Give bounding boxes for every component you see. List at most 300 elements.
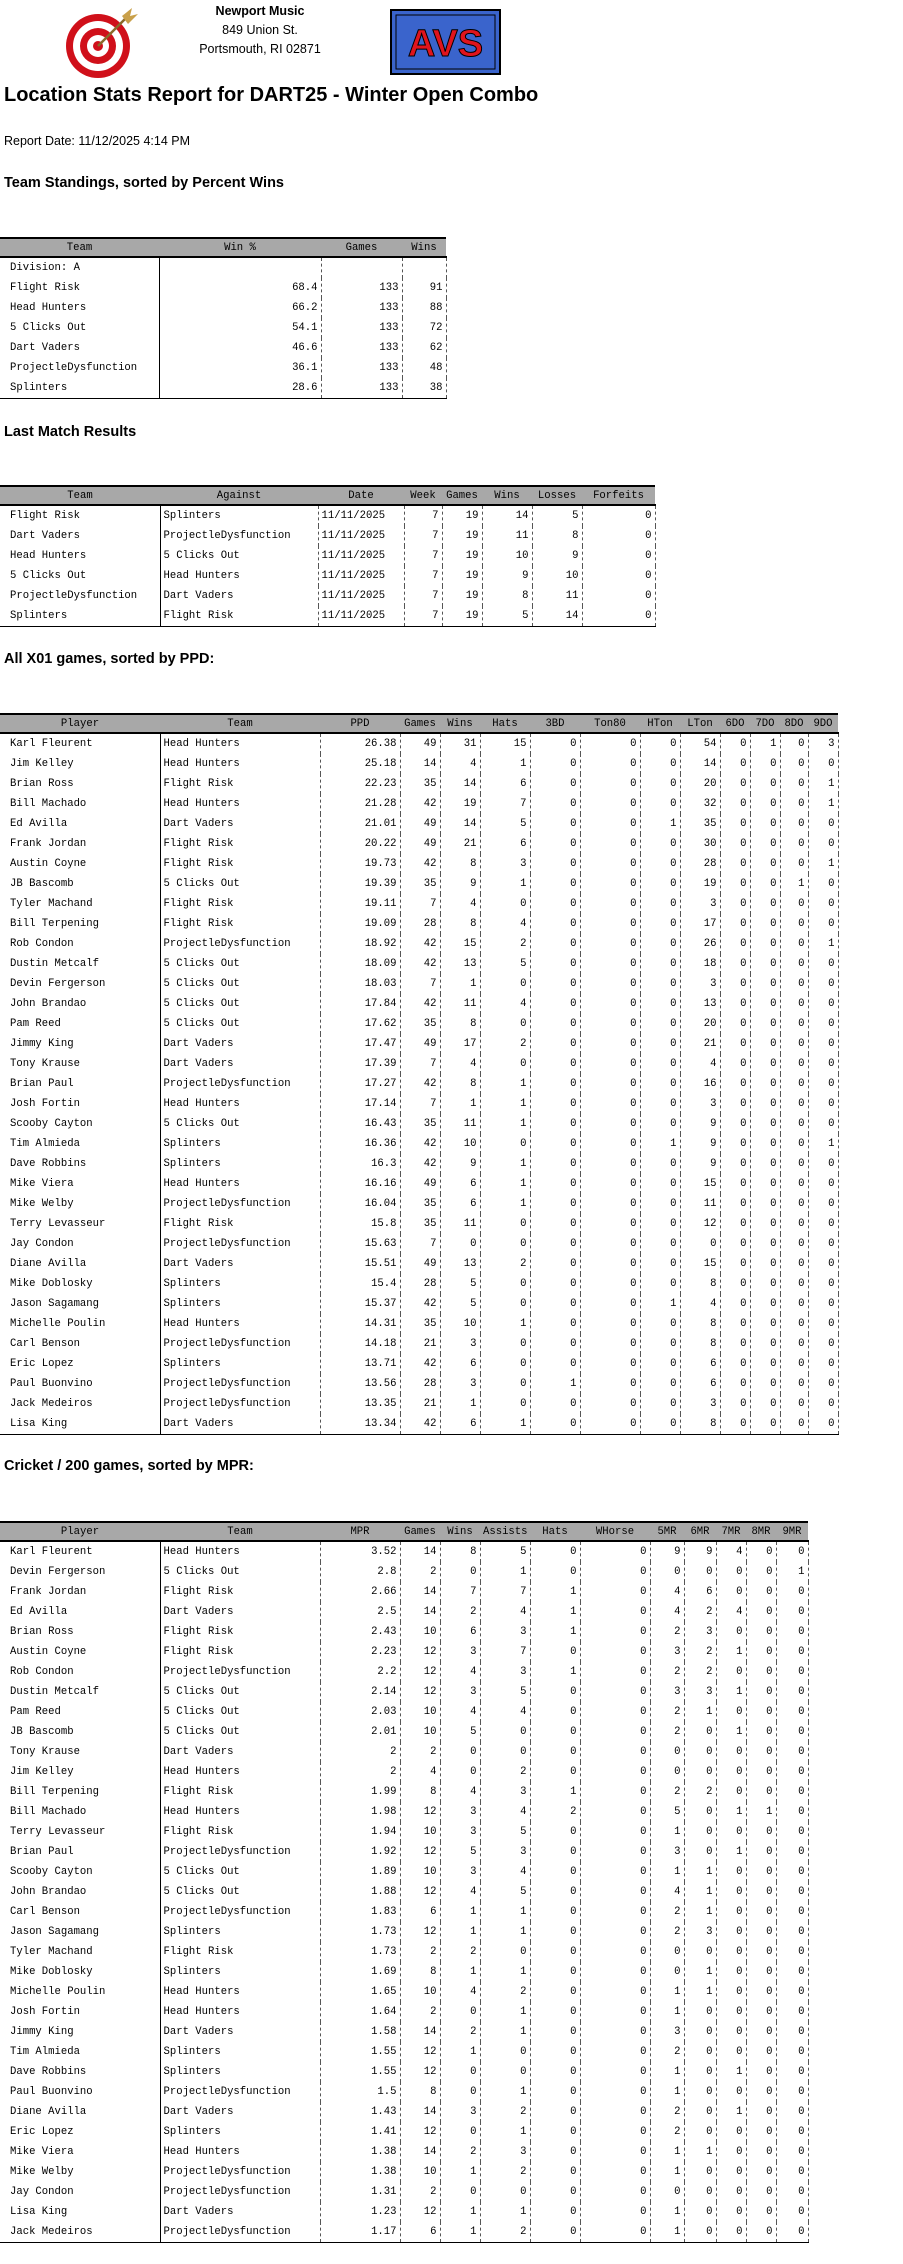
last-match-header-against: Against [160,486,318,505]
cell-8do: 0 [780,914,808,934]
cell-mpr: 1.64 [320,2002,400,2022]
cell-6do: 0 [720,1214,750,1234]
cell-6mr: 0 [684,2102,716,2122]
cell-8do: 0 [780,733,808,754]
x01-header-3bd: 3BD [530,714,580,733]
cell-5mr: 1 [650,1822,684,1842]
cell-games: 42 [400,934,440,954]
cell-wins: 4 [440,1662,480,1682]
cell-hats: 0 [480,1214,530,1234]
cell-wins: 5 [482,606,532,627]
cell-3bd: 0 [530,754,580,774]
cell-6do: 0 [720,754,750,774]
table-row [0,1842,808,1862]
cell-mpr: 2 [320,1742,400,1762]
cell-whorse: 0 [580,1802,650,1822]
cell-week: 7 [404,586,442,606]
table-row [0,1982,808,2002]
cell-lton: 28 [680,854,720,874]
cell-whorse: 0 [580,2022,650,2042]
cell-8mr: 0 [746,1582,776,1602]
cell-6mr: 0 [684,2062,716,2082]
cell-lton: 20 [680,1014,720,1034]
cell-3bd: 0 [530,1034,580,1054]
cell-hton: 0 [640,1374,680,1394]
cell-wins: 3 [440,1334,480,1354]
cell-7do: 0 [750,1314,780,1334]
cell-3bd: 0 [530,1094,580,1114]
cell-8mr: 1 [746,1802,776,1822]
table-row [0,1254,838,1274]
division-empty-cell [321,257,402,278]
cell-whorse: 0 [580,2042,650,2062]
cell-9do: 0 [808,914,838,934]
table-row [0,1902,808,1922]
cell-games: 14 [400,1541,440,1562]
table-row [0,934,838,954]
cell-assists: 0 [480,1722,530,1742]
cell-hats: 0 [530,2222,580,2243]
cell-5mr: 1 [650,2142,684,2162]
cell-team: Dart Vaders [160,1602,320,1622]
cell-team: Splinters [160,2122,320,2142]
cell-games: 14 [400,2102,440,2122]
cell-6mr: 0 [684,2042,716,2062]
cell-wins: 2 [440,1942,480,1962]
cell-7do: 0 [750,954,780,974]
cell-games: 10 [400,1982,440,2002]
cell-8do: 0 [780,1034,808,1054]
cell-wins: 6 [440,1194,480,1214]
cell-6do: 0 [720,1354,750,1374]
cell-lton: 19 [680,874,720,894]
cell-mpr: 1.69 [320,1962,400,1982]
cell-ton80: 0 [580,1274,640,1294]
cell-6do: 0 [720,834,750,854]
table-row [0,994,838,1014]
cell-week: 7 [404,526,442,546]
cell-wins: 1 [440,2162,480,2182]
cell-lton: 0 [680,1234,720,1254]
cell-7mr: 0 [716,1782,746,1802]
cell-hton: 0 [640,1154,680,1174]
cell-mpr: 2 [320,1762,400,1782]
cell-8mr: 0 [746,2122,776,2142]
cell-mpr: 1.5 [320,2082,400,2102]
cell-hats: 0 [530,1882,580,1902]
cell-mpr: 2.8 [320,1562,400,1582]
cell-wins: 1 [440,2202,480,2222]
cell-assists: 5 [480,1682,530,1702]
cell-3bd: 0 [530,1354,580,1374]
table-row [0,1582,808,1602]
cell-9do: 1 [808,934,838,954]
cell-3bd: 0 [530,733,580,754]
cell-8mr: 0 [746,1562,776,1582]
cell-8do: 0 [780,1414,808,1435]
cell-against: ProjectleDysfunction [160,526,318,546]
cell-team: 5 Clicks Out [160,1702,320,1722]
cell-wins: 8 [440,914,480,934]
cell-6mr: 0 [684,2202,716,2222]
cell-8mr: 0 [746,1762,776,1782]
cell-8mr: 0 [746,2002,776,2022]
table-row [0,954,838,974]
cell-games: 12 [400,2042,440,2062]
cell-9mr: 0 [776,2182,808,2202]
cell-wins: 14 [440,814,480,834]
cell-lton: 35 [680,814,720,834]
cricket-header-team: Team [160,1522,320,1541]
cell-wins: 5 [440,1722,480,1742]
cell-9mr: 0 [776,1622,808,1642]
cell-6do: 0 [720,994,750,1014]
cell-5mr: 3 [650,1682,684,1702]
cell-games: 19 [442,606,482,627]
cell-player: Mike Welby [0,2162,160,2182]
cell-3bd: 0 [530,814,580,834]
cell-player: Tyler Machand [0,1942,160,1962]
cell-games: 14 [400,1602,440,1622]
cell-ppd: 22.23 [320,774,400,794]
table-row [0,1762,808,1782]
cell-games: 35 [400,1114,440,1134]
table-row [0,1622,808,1642]
cell-9do: 0 [808,1294,838,1314]
cell-wins: 11 [440,994,480,1014]
table-row [0,1354,838,1374]
cell-ton80: 0 [580,914,640,934]
cell-5mr: 0 [650,2182,684,2202]
cell-6do: 0 [720,934,750,954]
cell-whorse: 0 [580,2142,650,2162]
cell-ppd: 25.18 [320,754,400,774]
cell-6do: 0 [720,1014,750,1034]
cell-3bd: 0 [530,774,580,794]
cell-3bd: 0 [530,1134,580,1154]
cell-5mr: 0 [650,1962,684,1982]
cell-hats: 15 [480,733,530,754]
cell-9mr: 0 [776,1782,808,1802]
cell-team: Flight Risk [160,774,320,794]
cell-wins: 1 [440,2222,480,2243]
cell-games: 12 [400,1802,440,1822]
cell-player: Dave Robbins [0,1154,160,1174]
cell-games: 19 [442,505,482,526]
cell-player: Bill Terpening [0,914,160,934]
cell-team: ProjectleDysfunction [160,1394,320,1414]
cell-hton: 0 [640,1334,680,1354]
cell-wins: 0 [440,2122,480,2142]
cell-player: Bill Machado [0,1802,160,1822]
cell-whorse: 0 [580,1902,650,1922]
cell-lton: 17 [680,914,720,934]
division-empty-cell [402,257,446,278]
cell-mpr: 2.01 [320,1722,400,1742]
cell-3bd: 0 [530,1414,580,1435]
cell-wins: 21 [440,834,480,854]
cell-assists: 1 [480,2022,530,2042]
cell-team: ProjectleDysfunction [160,2222,320,2243]
cell-mpr: 3.52 [320,1541,400,1562]
cell-3bd: 0 [530,894,580,914]
cell-games: 49 [400,1174,440,1194]
cell-team: Flight Risk [160,1822,320,1842]
cell-hton: 0 [640,994,680,1014]
cell-ppd: 14.31 [320,1314,400,1334]
cell-8mr: 0 [746,2082,776,2102]
cell-hats: 1 [480,1074,530,1094]
cell-wins: 4 [440,1882,480,1902]
cell-5mr: 2 [650,2122,684,2142]
cell-player: Karl Fleurent [0,1541,160,1562]
cell-assists: 3 [480,1842,530,1862]
cell-6mr: 2 [684,1642,716,1662]
cell-5mr: 1 [650,2222,684,2243]
cell-hats: 1 [530,1622,580,1642]
cell-3bd: 0 [530,1234,580,1254]
cell-whorse: 0 [580,1982,650,2002]
cell-lton: 18 [680,954,720,974]
cell-team: Head Hunters [160,1982,320,2002]
cell-7do: 0 [750,1394,780,1414]
cell-8mr: 0 [746,1722,776,1742]
last-match-header-team: Team [0,486,160,505]
cell-ppd: 20.22 [320,834,400,854]
cell-9do: 0 [808,814,838,834]
cell-lton: 6 [680,1374,720,1394]
cell-wins: 3 [440,1374,480,1394]
cell-7do: 0 [750,834,780,854]
cell-whorse: 0 [580,1862,650,1882]
cell-7do: 0 [750,1094,780,1114]
cell-wins: 0 [440,2002,480,2022]
cell-wins: 3 [440,1682,480,1702]
cell-9mr: 0 [776,1942,808,1962]
cell-assists: 0 [480,2182,530,2202]
cell-7mr: 0 [716,2122,746,2142]
cell-games: 12 [400,1922,440,1942]
last-match-header-games: Games [442,486,482,505]
cell-9mr: 0 [776,2002,808,2022]
table-row [0,2062,808,2082]
cell-hton: 1 [640,814,680,834]
cell-whorse: 0 [580,1702,650,1722]
cell-losses: 14 [532,606,582,627]
cell-8mr: 0 [746,2182,776,2202]
cell-player: Austin Coyne [0,854,160,874]
cell-player: Austin Coyne [0,1642,160,1662]
cell-6do: 0 [720,894,750,914]
table-row [0,1094,838,1114]
cell-forfeits: 0 [582,566,655,586]
cell-hton: 0 [640,934,680,954]
cell-7do: 0 [750,894,780,914]
table-row [0,1334,838,1354]
cell-hats: 0 [530,1562,580,1582]
cell-lton: 14 [680,754,720,774]
cell-games: 35 [400,874,440,894]
cell-hats: 0 [530,1702,580,1722]
cell-wins: 3 [440,1862,480,1882]
cell-team: Head Hunters [160,1802,320,1822]
cell-player: Michelle Poulin [0,1982,160,2002]
cell-team: ProjectleDysfunction [160,1374,320,1394]
table-row [0,1802,808,1822]
table-row [0,278,446,298]
cell-wins: 1 [440,2042,480,2062]
cell-hats: 0 [480,894,530,914]
cell-games: 28 [400,914,440,934]
cell-9mr: 0 [776,2082,808,2102]
cell-ppd: 17.84 [320,994,400,1014]
cell-7do: 0 [750,1154,780,1174]
cell-9do: 0 [808,834,838,854]
cell-7mr: 0 [716,1862,746,1882]
cell-9do: 1 [808,774,838,794]
cell-games: 14 [400,2142,440,2162]
cell-9do: 0 [808,1014,838,1034]
cell-7mr: 0 [716,1982,746,2002]
cell-6mr: 0 [684,1762,716,1782]
cell-9mr: 0 [776,1902,808,1922]
cell-hats: 1 [530,1582,580,1602]
cell-9do: 0 [808,874,838,894]
cell-9do: 1 [808,1134,838,1154]
cell-9do: 0 [808,1094,838,1114]
table-row [0,1882,808,1902]
cell-lton: 9 [680,1154,720,1174]
cell-games: 42 [400,1134,440,1154]
cell-player: Terry Levasseur [0,1822,160,1842]
cell-8do: 0 [780,1174,808,1194]
cell-9mr: 1 [776,1562,808,1582]
cell-games: 10 [400,1822,440,1842]
cell-team: Flight Risk [160,854,320,874]
cell-lton: 54 [680,733,720,754]
cell-5mr: 3 [650,1842,684,1862]
cell-team: Splinters [160,1922,320,1942]
cell-lton: 3 [680,894,720,914]
cell-6mr: 0 [684,2162,716,2182]
x01-header-games: Games [400,714,440,733]
cell-mpr: 1.88 [320,1882,400,1902]
cell-losses: 8 [532,526,582,546]
company-address [160,2,360,59]
cell-whorse: 0 [580,1842,650,1862]
cell-8mr: 0 [746,2222,776,2243]
cell-9do: 0 [808,1034,838,1054]
cell-team: Flight Risk [160,1642,320,1662]
cell-6do: 0 [720,1174,750,1194]
cell-5mr: 2 [650,2102,684,2122]
cell-9mr: 0 [776,2222,808,2243]
cell-player: Terry Levasseur [0,1214,160,1234]
cell-player: Paul Buonvino [0,1374,160,1394]
cell-wins: 0 [440,1234,480,1254]
cell-hats: 0 [480,974,530,994]
cell-ton80: 0 [580,954,640,974]
cell-wins: 10 [440,1314,480,1334]
cell-wins: 8 [440,1541,480,1562]
cell-hats: 0 [480,1334,530,1354]
cell-6do: 0 [720,1074,750,1094]
table-row [0,546,655,566]
cell-hton: 0 [640,834,680,854]
cell-games: 14 [400,2022,440,2042]
cell-ton80: 0 [580,1034,640,1054]
cell-ton80: 0 [580,874,640,894]
cell-hton: 0 [640,1194,680,1214]
cell-7mr: 0 [716,1822,746,1842]
cell-wins: 4 [440,1054,480,1074]
standings-header-team: Team [0,238,159,257]
cell-hats: 1 [480,1194,530,1214]
cell-6do: 0 [720,954,750,974]
cell-team: Splinters [0,606,160,627]
division-empty-cell [159,257,321,278]
cell-losses: 10 [532,566,582,586]
table-row [0,1114,838,1134]
cricket-header-5mr: 5MR [650,1522,684,1541]
cell-6do: 0 [720,774,750,794]
cell-hats: 1 [480,1094,530,1114]
cell-wins: 11 [482,526,532,546]
cell-assists: 5 [480,1882,530,1902]
cell-hton: 0 [640,1354,680,1374]
cell-7do: 0 [750,854,780,874]
cell-9do: 3 [808,733,838,754]
cell-mpr: 1.73 [320,1942,400,1962]
cell-team: Head Hunters [160,733,320,754]
cell-games: 14 [400,1582,440,1602]
cell-hton: 0 [640,774,680,794]
cell-assists: 1 [480,1962,530,1982]
cell-mpr: 1.38 [320,2142,400,2162]
cell-9do: 0 [808,1374,838,1394]
cell-hats: 0 [530,1982,580,2002]
cell-win-: 28.6 [159,378,321,399]
cell-team: ProjectleDysfunction [160,2182,320,2202]
cell-team: Dart Vaders [160,814,320,834]
cell-8do: 0 [780,1254,808,1274]
cell-whorse: 0 [580,1622,650,1642]
cell-games: 12 [400,2202,440,2222]
cell-games: 49 [400,1034,440,1054]
cell-9do: 1 [808,794,838,814]
cell-player: Jimmy King [0,1034,160,1054]
cell-mpr: 1.92 [320,1842,400,1862]
table-row [0,1541,808,1562]
cell-9do: 0 [808,1254,838,1274]
cell-8mr: 0 [746,2062,776,2082]
cell-player: Brian Ross [0,1622,160,1642]
cell-player: John Brandao [0,1882,160,1902]
cell-games: 133 [321,358,402,378]
cell-team: Dart Vaders [0,526,160,546]
cell-assists: 2 [480,2102,530,2122]
cell-player: JB Bascomb [0,874,160,894]
cell-player: Eric Lopez [0,1354,160,1374]
cell-ppd: 19.73 [320,854,400,874]
table-row [0,318,446,338]
cell-wins: 14 [482,505,532,526]
cell-7mr: 0 [716,1762,746,1782]
cell-games: 19 [442,526,482,546]
standings-header-games: Games [321,238,402,257]
cell-7mr: 1 [716,1642,746,1662]
cell-6mr: 0 [684,1742,716,1762]
